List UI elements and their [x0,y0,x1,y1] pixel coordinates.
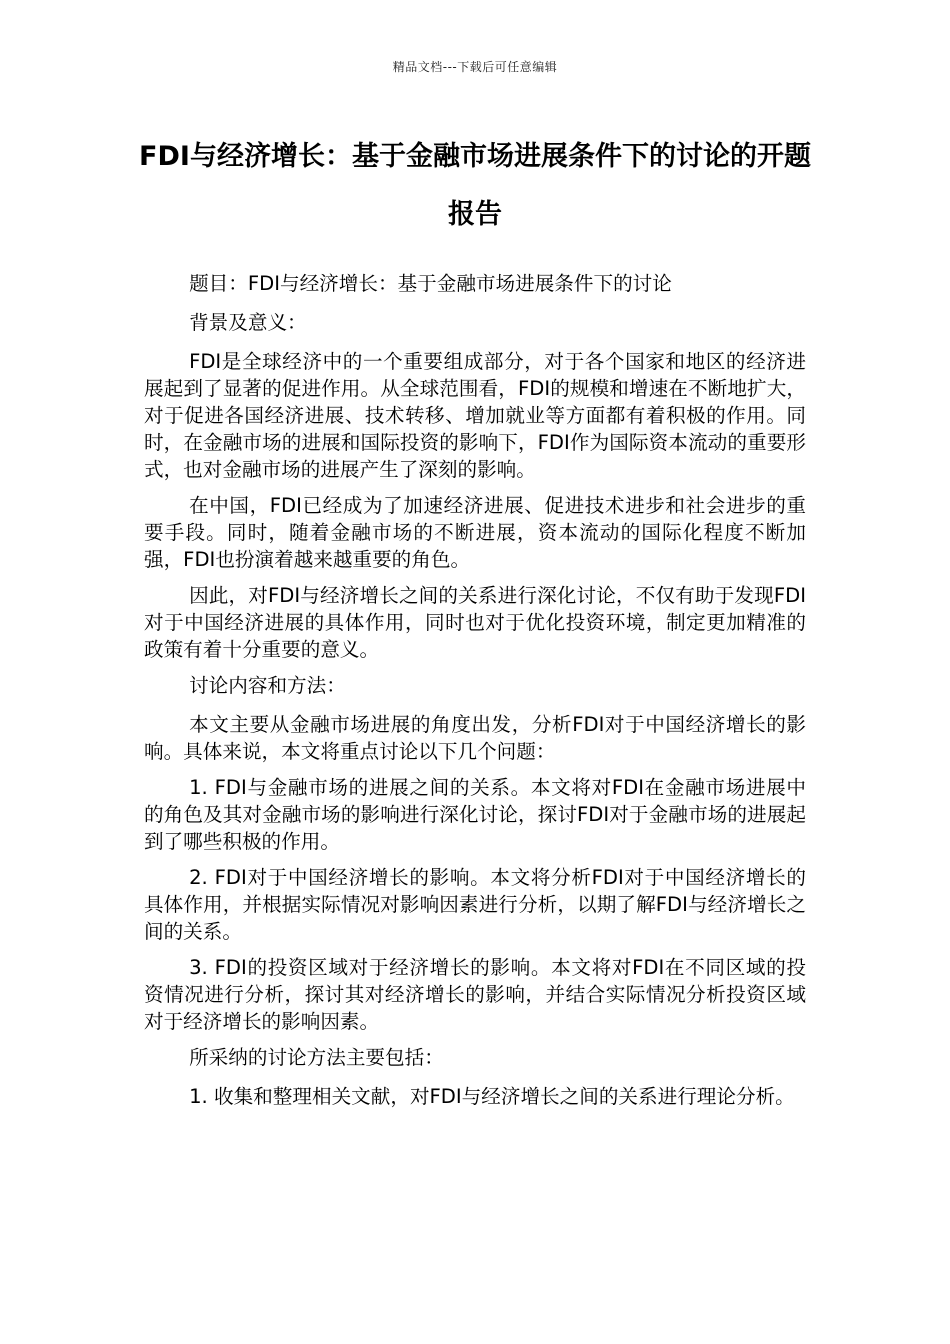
paragraph-background-1: FDI是全球经济中的一个重要组成部分，对于各个国家和地区的经济进展起到了显著的促进作用。从全球范围看，FDI的规模和增速在不断地扩大，对于促进各国经济进展、技术转移、增加就业等方面都有着积极的作用。同时，在金融市场的进展和国际投资的影响下，FDI作为国际资本流动的重要形式，也对金融市场的进展产生了深刻的影响。 [144,350,806,481]
paragraph-item-3: 3. FDI的投资区域对于经济增长的影响。本文将对FDI在不同区域的投资情况进行分析，探讨其对经济增长的影响，并结合实际情况分析投资区域对于经济增长的影响因素。 [144,956,806,1033]
document-title: FDI与经济增长：基于金融市场进展条件下的讨论的开题报告 [139,141,811,230]
page-header-watermark: 精品文档---下载后可任意编辑 [392,60,558,74]
section-heading-methods: 所采纳的讨论方法主要包括： [189,1046,444,1069]
topic-line: 题目：FDI与经济增长：基于金融市场进展条件下的讨论 [189,272,672,295]
paragraph-background-3: 因此，对FDI与经济增长之间的关系进行深化讨论，不仅有助于发现FDI对于中国经济进展的具体作用，同时也对于优化投资环境，制定更加精准的政策有着十分重要的意义。 [144,584,806,661]
paragraph-content-intro: 本文主要从金融市场进展的角度出发，分析FDI对于中国经济增长的影响。具体来说，本文将重点讨论以下几个问题： [144,713,806,763]
paragraph-method-1: 1. 收集和整理相关文献，对FDI与经济增长之间的关系进行理论分析。 [189,1085,795,1108]
section-heading-content-methods: 讨论内容和方法： [189,674,346,697]
document-body [144,270,806,1119]
section-heading-background: 背景及意义： [189,311,307,334]
paragraph-background-2: 在中国，FDI已经成为了加速经济进展、促进技术进步和社会进步的重要手段。同时，随着金融市场的不断进展，资本流动的国际化程度不断加强，FDI也扮演着越来越重要的角色。 [144,494,806,571]
paragraph-item-2: 2. FDI对于中国经济增长的影响。本文将分析FDI对于中国经济增长的具体作用，并根据实际情况对影响因素进行分析，以期了解FDI与经济增长之间的关系。 [144,866,806,943]
paragraph-item-1: 1. FDI与金融市场的进展之间的关系。本文将对FDI在金融市场进展中的角色及其对金融市场的影响进行深化讨论，探讨FDI对于金融市场的进展起到了哪些积极的作用。 [144,776,806,853]
